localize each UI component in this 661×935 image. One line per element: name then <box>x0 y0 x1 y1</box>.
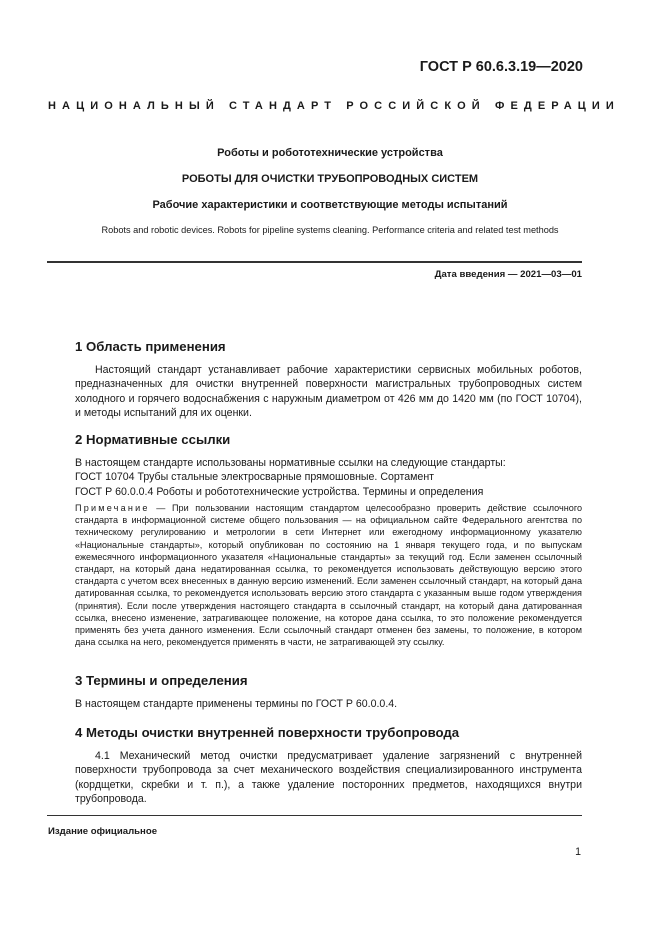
national-standard-banner: НАЦИОНАЛЬНЫЙ СТАНДАРТ РОССИЙСКОЙ ФЕДЕРАЦИИ <box>48 100 620 112</box>
section-1-text: Настоящий стандарт устанавливает рабочие характеристики сервисных мобильных роботов, предназначенных для очистки внутренней поверхности магистральных трубопроводных систем холодного и горячего водоснабжения с наружным диаметром от 426 мм до 1420 мм (по ГОСТ 10704), и методы испытаний для их оценки. <box>75 364 582 419</box>
reference-gost-r-60-0-0-4: ГОСТ Р 60.0.0.4 Роботы и робототехнические устройства. Термины и определения <box>75 485 484 498</box>
section-4-body <box>75 749 582 806</box>
subtitle-series: Роботы и робототехнические устройства <box>217 147 443 159</box>
section-3-heading: 3 Термины и определения <box>75 673 248 688</box>
header-divider <box>47 261 582 263</box>
official-edition-label: Издание официальное <box>48 826 158 837</box>
subtitle-scope: Рабочие характеристики и соответствующие методы испытаний <box>152 199 508 211</box>
section-1-heading: 1 Область применения <box>75 339 226 354</box>
english-title: Robots and robotic devices. Robots for pipeline systems cleaning. Performance criteria and related test methods <box>101 225 559 235</box>
note-text: — При пользовании настоящим стандартом целесообразно проверить действие ссылочного стандарта в информационной системе общего пользования — на официальном сайте Федерального агентства по техническому регулированию и метрологии в сети Интернет или ежегодному информационному указателю «Национальные стандарты», который опубликован по состоянию на 1 января текущего года, и по выпускам ежемесячного информационного указателя «Национальные стандарты» за текущий год. Если заменен ссылочный стандарт, на который дана недатированная ссылка, то рекомендуется использовать действующую версию этого стандарта с учетом всех внесенных в данную версию изменений. Если заменен ссылочный стандарт, на который дана датированная ссылка, то рекомендуется использовать версию этого стандарта с указанным выше годом утверждения (принятия). Если после утверждения настоящего стандарта в ссылочный стандарт, на который дана датированная ссылка, внесено изменение, затрагивающее положение, на которое дана ссылка, то это положение рекомендуется применять без учета данного изменения. Если ссылочный стандарт отменен без замены, то положение, в котором дана ссылка на него, рекомендуется применять в части, не затрагивающей эту ссылку. <box>75 502 582 648</box>
page-number: 1 <box>575 846 581 858</box>
section-3-text: В настоящем стандарте применены термины по ГОСТ Р 60.0.0.4. <box>75 698 398 710</box>
section-2-intro: В настоящем стандарте использованы нормативные ссылки на следующие стандарты: <box>75 457 506 469</box>
section-2-body <box>75 456 582 648</box>
footer-divider <box>47 815 582 816</box>
reference-gost-10704: ГОСТ 10704 Трубы стальные электросварные прямошовные. Сортамент <box>75 471 435 484</box>
document-code: ГОСТ Р 60.6.3.19—2020 <box>419 59 583 75</box>
document-title: РОБОТЫ ДЛЯ ОЧИСТКИ ТРУБОПРОВОДНЫХ СИСТЕМ <box>181 173 479 185</box>
section-1-body <box>75 363 582 420</box>
section-4-heading: 4 Методы очистки внутренней поверхности трубопровода <box>75 725 460 740</box>
section-4-text: 4.1 Механический метод очистки предусматривает удаление загрязнений с внутренней поверхности трубопровода за счет механического воздействия специализированного инструмента (кордщетки, скребки и т. п.), а также удаление посторонних предметов, находящихся внутри трубопровода. <box>75 750 582 805</box>
section-3-body <box>75 697 582 711</box>
introduction-date: Дата введения — 2021—03—01 <box>434 269 582 280</box>
references-note <box>75 502 582 648</box>
section-2-heading: 2 Нормативные ссылки <box>75 432 231 447</box>
note-label: Примечание <box>75 502 150 513</box>
